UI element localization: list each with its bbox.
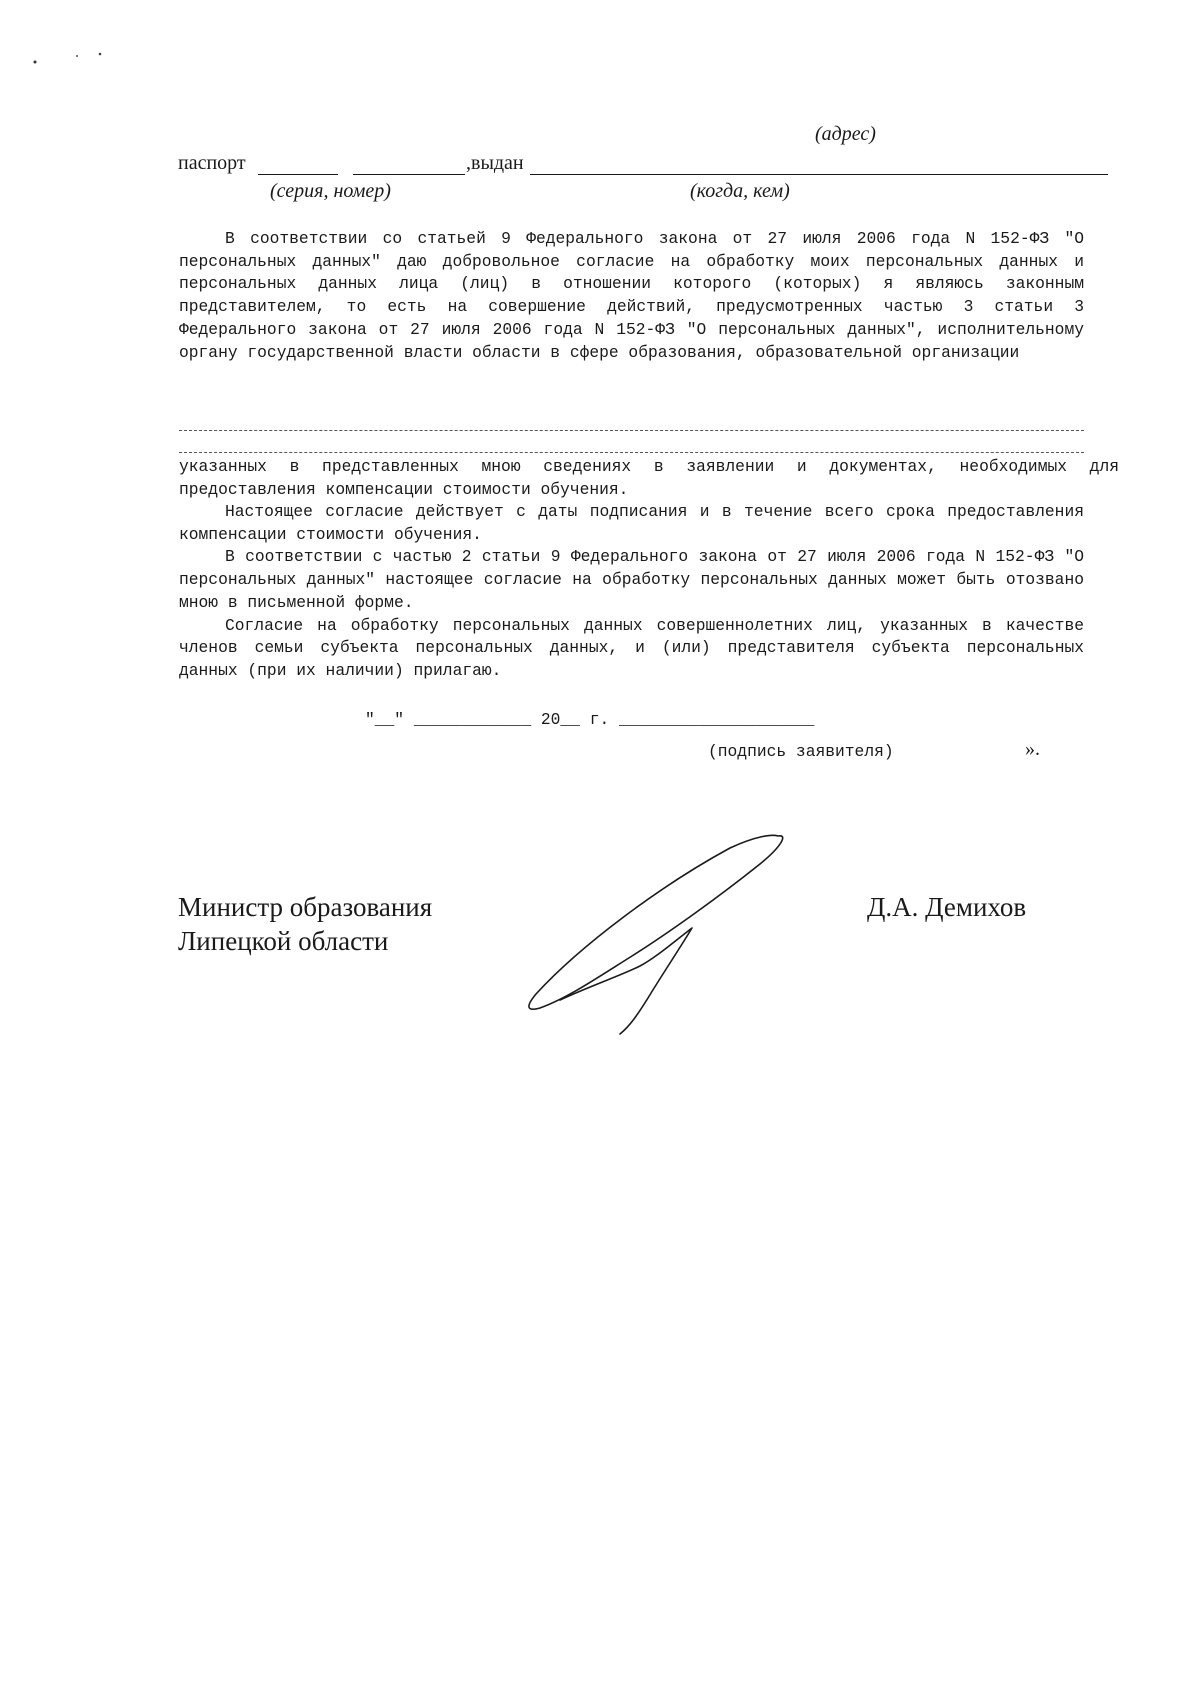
passport-line — [178, 152, 1108, 182]
handwritten-signature — [520, 830, 790, 1035]
minister-position — [178, 890, 432, 958]
consent-paragraph-details — [179, 456, 1119, 501]
scan-specks — [30, 50, 110, 70]
issued-label: ,выдан — [466, 152, 524, 174]
position-line-2: Липецкой области — [178, 926, 389, 956]
applicant-signature-caption: (подпись заявителя) — [708, 742, 894, 761]
consent-terms — [179, 501, 1084, 683]
consent-paragraph-2: указанных в представленных мною сведениях в заявлении и документах, необходимых для предоставления компенсации стоимости обучения. — [179, 457, 1119, 499]
address-caption: (адрес) — [815, 123, 876, 145]
passport-label: паспорт — [178, 152, 246, 174]
consent-paragraph-5: Согласие на обработку персональных данных совершеннолетних лиц, указанных в качестве членов семьи субъекта персональных данных, и (или) представителя субъекта персональных данных (при их наличии) прилагаю. — [179, 615, 1084, 680]
consent-paragraph-1: В соответствии со статьей 9 Федерального закона от 27 июля 2006 года N 152-ФЗ "О персональных данных" даю добровольное согласие на обработку моих персональных данных и персональных данных лица (лиц) в отношении которого (которых) я являюсь законным представителем, то есть на совершение действий, предусмотренных частью 3 статьи 3 Федерального закона от 27 июля 2006 года N 152-ФЗ "О персональных данных", исполнительному органу государственной власти области в сфере образования, образовательной организации — [179, 229, 1084, 362]
signer-name: Д.А. Демихов — [867, 892, 1027, 922]
organization-blank-line-2 — [179, 452, 1084, 453]
consent-paragraph-4: В соответствии с частью 2 статьи 9 Федерального закона от 27 июля 2006 года N 152-ФЗ "О персональных данных" настоящее согласие на обработку персональных данных может быть отозвано мною в письменной форме. — [179, 547, 1084, 612]
consent-paragraph-3: Настоящее согласие действует с даты подписания и в течение всего срока предоставления компенсации стоимости обучения. — [179, 502, 1084, 544]
date-and-signature-line: "__" ____________ 20__ г. ____________________ — [365, 710, 815, 729]
passport-series-blank — [258, 174, 338, 175]
passport-number-blank — [353, 174, 465, 175]
series-number-caption: (серия, номер) — [270, 180, 391, 202]
issued-by-blank — [530, 174, 1108, 175]
closing-quote: ». — [1025, 738, 1040, 760]
organization-blank-line-1 — [179, 430, 1084, 431]
position-line-1: Министр образования — [178, 892, 433, 922]
when-by-whom-caption: (когда, кем) — [690, 180, 790, 202]
consent-paragraph-main — [179, 228, 1084, 364]
